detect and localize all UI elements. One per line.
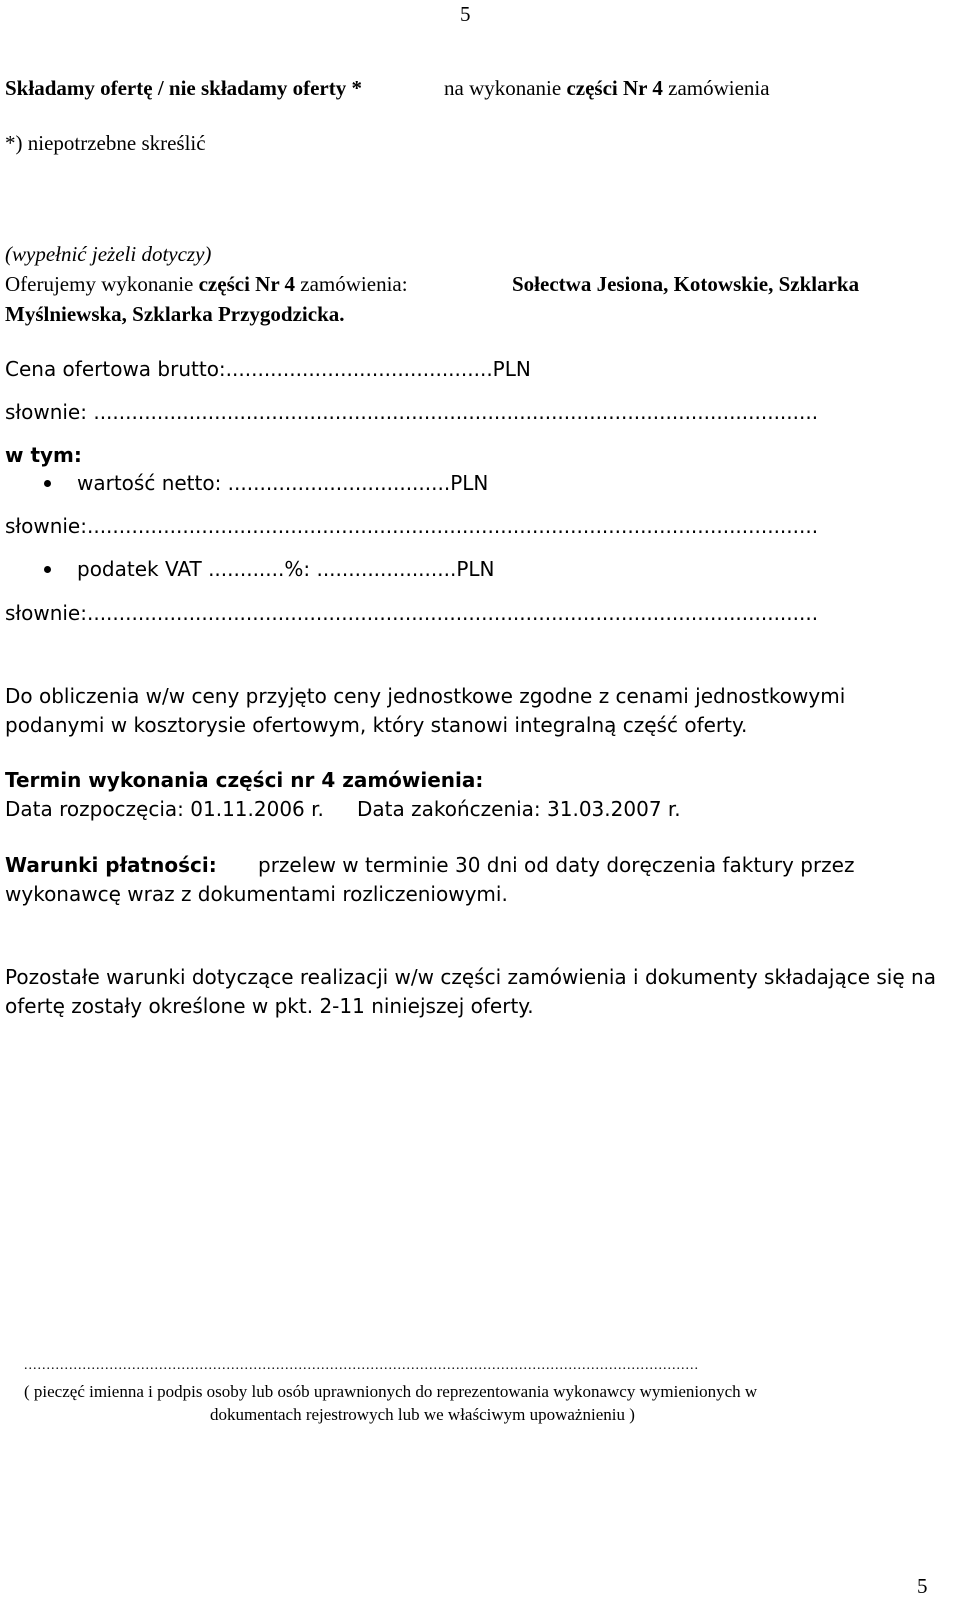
page-number-top: 5 [460, 2, 471, 26]
net-words: słownie:................................................................................................................... [5, 514, 819, 538]
vat-words: słownie:................................................................................................................... [5, 601, 819, 625]
in-which-label: w tym: [5, 443, 82, 467]
calc-note-1: Do obliczenia w/w ceny przyjęto ceny jednostkowe zgodne z cenami jednostkowymi [5, 684, 846, 708]
fill-if-applicable-note: (wypełnić jeżeli dotyczy) [5, 242, 212, 266]
gross-price-line [5, 357, 531, 381]
signature-caption-1: ( pieczęć imienna i podpis osoby lub osób uprawnionych do reprezentowania wykonawcy wymienionych w [24, 1382, 758, 1401]
payment-label: Warunki płatności: [5, 853, 217, 877]
bullet-icon [44, 566, 51, 573]
gross-words: słownie: .................................................................................................................. [5, 400, 819, 424]
scope-part: części Nr 4 [198, 272, 296, 296]
payment-text-1: przelew w terminie 30 dni od daty doręczenia faktury przez [258, 853, 855, 877]
signature-caption-2: dokumentach rejestrowych lub we właściwym upoważnieniu ) [210, 1405, 635, 1424]
bullet-icon [44, 480, 51, 487]
signature-dots: ...................................................................................................................................................... [24, 1358, 699, 1373]
scope-line [5, 272, 408, 297]
net-value-line: wartość netto: ...................................PLN [77, 471, 489, 495]
offer-scope-post: zamówienia [662, 76, 770, 100]
term-start-date: Data rozpoczęcia: 01.11.2006 r. [5, 797, 324, 821]
vat-line: podatek VAT ............%: ......................PLN [77, 557, 495, 581]
gross-price-value: ..........................................PLN [225, 357, 531, 381]
scope-villages-1: Sołectwa Jesiona, Kotowskie, Szklarka [512, 272, 860, 296]
term-heading: Termin wykonania części nr 4 zamówienia: [5, 768, 484, 792]
calc-note-2: podanymi w kosztorysie ofertowym, który stanowi integralną część oferty. [5, 713, 748, 737]
footnote-strike: *) niepotrzebne skreślić [5, 131, 206, 155]
other-conditions-1: Pozostałe warunki dotyczące realizacji w/w części zamówienia i dokumenty składające się na [5, 965, 936, 989]
payment-text-2: wykonawcę wraz z dokumentami rozliczeniowymi. [5, 882, 508, 906]
offer-scope-pre: na wykonanie [444, 76, 567, 100]
term-end-date: Data zakończenia: 31.03.2007 r. [357, 797, 681, 821]
scope-pre: Oferujemy wykonanie [5, 272, 199, 296]
scope-mid: zamówienia: [295, 272, 408, 296]
scope-villages-2: Myślniewska, Szklarka Przygodzicka. [5, 302, 345, 326]
offer-scope [444, 76, 770, 101]
offer-line [5, 76, 362, 101]
offer-declaration: Składamy ofertę / nie składamy oferty * [5, 76, 362, 100]
gross-price-label: Cena ofertowa brutto: [5, 357, 226, 381]
offer-part-number: części Nr 4 [566, 76, 663, 100]
other-conditions-2: ofertę zostały określone w pkt. 2-11 niniejszej oferty. [5, 994, 534, 1018]
page-number-bottom: 5 [917, 1574, 928, 1598]
